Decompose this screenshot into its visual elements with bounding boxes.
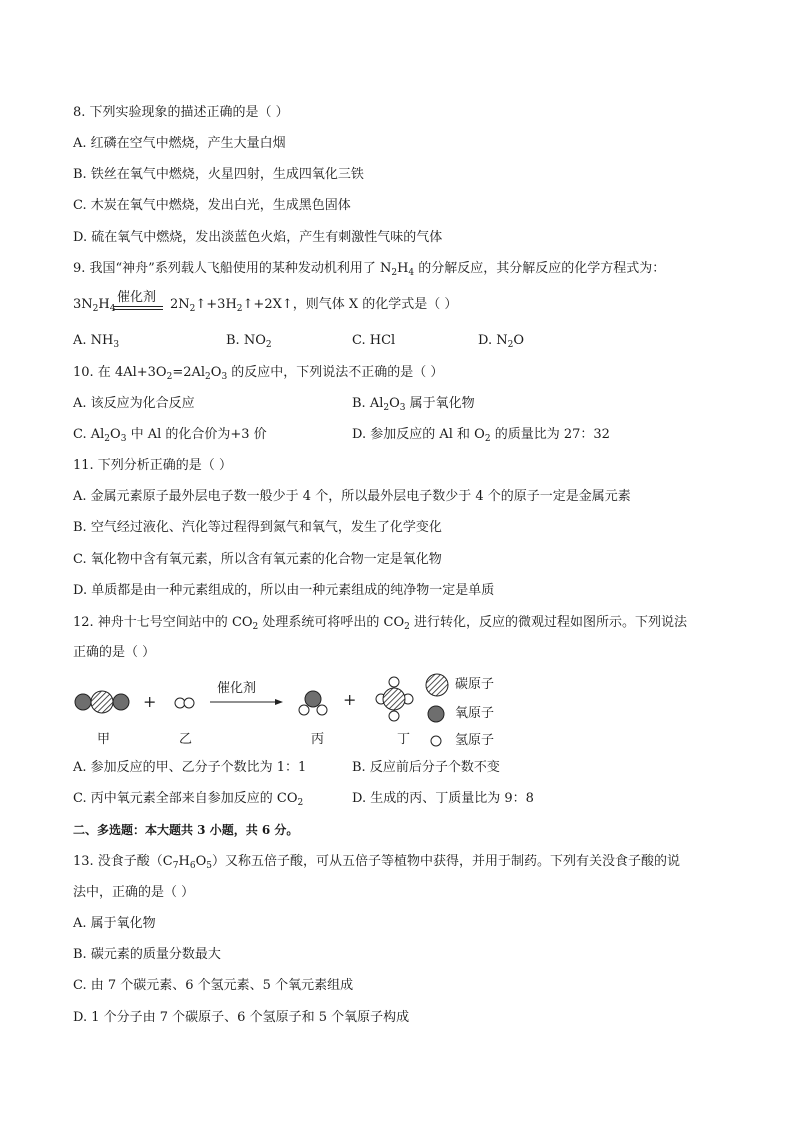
oxygen-atom: [75, 694, 91, 710]
hydrogen-atom: [299, 705, 309, 715]
plus-sign: +: [343, 690, 357, 709]
q10-option-d: D. 参加反应的 Al 和 $O_2$ 的质量比为 27：32: [352, 427, 610, 444]
catalyst-label: 催化剂: [117, 290, 157, 305]
q13-option-d: D. 1 个分子由 7 个碳原子、6 个氢原子和 5 个氧原子构成: [73, 1010, 410, 1025]
q8-stem: 8. 下列实验现象的描述正确的是（ ）: [73, 105, 289, 120]
molecule-jia-co2: [75, 691, 129, 713]
reaction-arrow: [210, 699, 283, 705]
q8-option-d: D. 硫在氧气中燃烧，发出淡蓝色火焰，产生有刺激性气味的气体: [73, 230, 443, 245]
molecule-yi-h2: [175, 698, 194, 708]
label-jia: 甲: [97, 732, 111, 747]
q12-option-a: A. 参加反应的甲、乙分子个数比为 1：1: [73, 760, 307, 775]
legend-oxygen-icon: [428, 706, 444, 722]
q8-option-b: B. 铁丝在氧气中燃烧，火星四射，生成四氧化三铁: [73, 167, 364, 182]
q12-stem: 12. 神舟十七号空间站中的 $CO_2$ 处理系统可将呼出的 $CO_2$ 进行转化，反应的微观过程如图所示。下列说法: [73, 615, 688, 632]
hydrogen-atom: [184, 698, 194, 708]
legend-carbon-icon: [426, 674, 448, 696]
q12-stem-line2: 正确的是（ ）: [73, 645, 156, 660]
molecule-ding-ch4: [376, 677, 413, 721]
q8-option-c: C. 木炭在氧气中燃烧，发出白光，生成黑色固体: [73, 198, 351, 213]
hydrogen-atom: [389, 677, 399, 687]
legend-carbon-label: 碳原子: [455, 677, 495, 692]
q10-stem: 10. 在 $4Al+3O_2=2Al_2O_3$ 的反应中，下列说法不正确的是（ ）: [73, 365, 444, 382]
q8-option-a: A. 红磷在空气中燃烧，产生大量白烟: [73, 136, 286, 151]
legend-hydrogen-icon: [431, 736, 441, 746]
label-ding: 丁: [397, 732, 411, 747]
q11-stem: 11. 下列分析正确的是（ ）: [73, 458, 232, 473]
q10-option-c: C. $Al_2O_3$ 中 Al 的化合价为+3 价: [73, 427, 267, 444]
hydrogen-atom: [389, 711, 399, 721]
section-heading: 二、多选题：本大题共 3 小题，共 6 分。: [73, 823, 299, 837]
carbon-atom: [383, 688, 405, 710]
q12-option-b: B. 反应前后分子个数不变: [352, 760, 500, 775]
hydrogen-atom: [317, 705, 327, 715]
q13-option-c: C. 由 7 个碳元素、6 个氢元素、5 个氧元素组成: [73, 978, 354, 993]
q9-equation-right: $2N_2↑+3H_2↑+2X↑$，则气体 X 的化学式是（ ）: [170, 297, 458, 314]
q13-stem: 13. 没食子酸$(C_7H_6O_5)$又称五倍子酸，可从五倍子等植物中获得，并用于制药。下列有关没食子酸的说: [73, 854, 680, 871]
q9-stem: 9. 我国“神舟”系列载人飞船使用的某种发动机利用了 $N_2H_4$ 的分解反应，其分解反应的化学方程式为：: [73, 261, 666, 278]
oxygen-atom: [113, 694, 129, 710]
q12-option-c: C. 丙中氧元素全部来自参加反应的 $CO_2$: [73, 791, 304, 808]
q10-option-b: B. $Al_2O_3$ 属于氧化物: [352, 396, 475, 413]
q11-option-a: A. 金属元素原子最外层电子数一般少于 4 个，所以最外层电子数少于 4 个的原子一定是金属元素: [73, 489, 631, 504]
oxygen-atom: [305, 691, 321, 707]
q9-equation-left: $3N_2H_4$: [73, 297, 116, 314]
q11-option-d: D. 单质都是由一种元素组成的，所以由一种元素组成的纯净物一定是单质: [73, 583, 495, 598]
q9-option-c: C. HCl: [352, 333, 396, 348]
q9-option-b: B. $NO_2$: [226, 333, 272, 350]
label-yi: 乙: [179, 732, 193, 747]
q13-stem-line2: 法中，正确的是（ ）: [73, 885, 195, 900]
q12-option-d: D. 生成的丙、丁质量比为 9：8: [352, 791, 534, 806]
q10-option-a: A. 该反应为化合反应: [73, 396, 195, 411]
molecule-bing-h2o: [299, 691, 327, 715]
q9-option-a: A. $NH_3$: [73, 333, 120, 350]
carbon-atom: [91, 691, 113, 713]
label-bing: 丙: [311, 732, 325, 747]
legend-oxygen-label: 氧原子: [455, 706, 495, 721]
q13-option-b: B. 碳元素的质量分数最大: [73, 947, 221, 962]
q9-option-d: D. $N_2O$: [478, 333, 525, 350]
q11-option-b: B. 空气经过液化、汽化等过程得到氮气和氧气，发生了化学变化: [73, 520, 442, 535]
q13-option-a: A. 属于氧化物: [73, 916, 156, 931]
legend-hydrogen-label: 氢原子: [455, 733, 495, 748]
plus-sign: +: [143, 692, 157, 711]
q11-option-c: C. 氧化物中含有氧元素，所以含有氧元素的化合物一定是氧化物: [73, 552, 442, 567]
q12-catalyst-label: 催化剂: [217, 681, 257, 696]
